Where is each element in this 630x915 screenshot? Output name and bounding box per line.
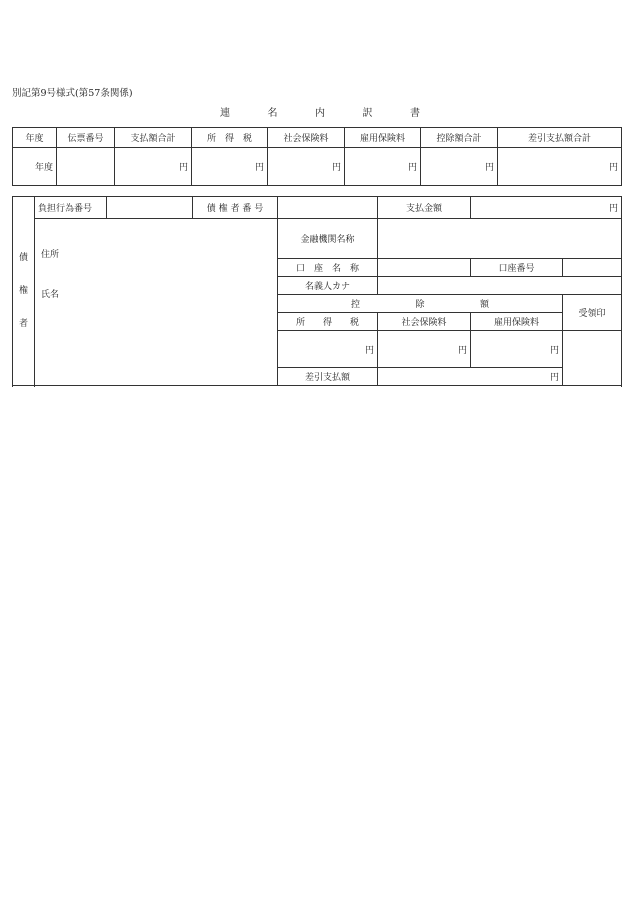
deduction-income-tax-label: 所 得 税 (278, 313, 378, 331)
deduction-social-insurance-label: 社会保険料 (378, 313, 471, 331)
form-reference: 別記第9号様式(第57条関係) (12, 88, 133, 99)
account-name-label: 口 座 名 称 (278, 259, 378, 277)
payment-amount-label: 支払金額 (378, 197, 471, 219)
slip-number-field[interactable] (57, 148, 115, 186)
header-deduction-total: 控除額合計 (421, 128, 498, 148)
net-payment-label: 差引支払額 (278, 368, 378, 386)
net-payment-field[interactable]: 円 (378, 368, 563, 386)
title-char: 連 (220, 108, 230, 119)
fiscal-year-field[interactable]: 年度 (13, 148, 57, 186)
summary-header-row (13, 128, 622, 148)
name-label: 氏名 (41, 290, 60, 300)
deduction-income-tax-field[interactable]: 円 (278, 331, 378, 368)
deduction-employment-insurance-field[interactable]: 円 (471, 331, 563, 368)
header-net-payment-total: 差引支払額合計 (498, 128, 622, 148)
deduction-employment-insurance-label: 雇用保険料 (471, 313, 563, 331)
net-payment-total-field[interactable]: 円 (498, 148, 622, 186)
creditor-table (12, 196, 622, 386)
title-char: 内 (315, 108, 325, 119)
title-char: 名 (267, 108, 278, 119)
summary-value-row (13, 148, 622, 186)
header-payment-total: 支払額合計 (115, 128, 192, 148)
creditor-number-field[interactable] (278, 197, 378, 219)
title-char: 訳 (362, 108, 373, 119)
deduction-title: 控 除 額 (278, 295, 563, 313)
header-slip-number: 伝票番号 (57, 128, 115, 148)
deduction-social-insurance-field[interactable]: 円 (378, 331, 471, 368)
summary-table (12, 127, 622, 186)
burden-act-number-label: 負担行為番号 (35, 197, 107, 219)
bank-name-label: 金融機関名称 (278, 219, 378, 259)
title-char: 書 (410, 108, 420, 119)
payment-amount-field[interactable]: 円 (471, 197, 622, 219)
holder-kana-field[interactable] (378, 277, 622, 295)
burden-act-number-field[interactable] (107, 197, 193, 219)
address-name-area[interactable] (35, 219, 278, 386)
account-number-field[interactable] (563, 259, 622, 277)
receipt-seal-field[interactable] (563, 331, 622, 386)
social-insurance-field[interactable]: 円 (268, 148, 345, 186)
bank-name-field[interactable] (378, 219, 622, 259)
header-social-insurance: 社会保険料 (268, 128, 345, 148)
holder-kana-label: 名義人カナ (278, 277, 378, 295)
creditor-side-label: 債 権 者 (13, 197, 35, 386)
payment-total-field[interactable]: 円 (115, 148, 192, 186)
account-name-field[interactable] (378, 259, 471, 277)
employment-insurance-field[interactable]: 円 (345, 148, 421, 186)
document-title (220, 104, 420, 119)
creditor-number-label: 債 権 者 番 号 (193, 197, 278, 219)
receipt-seal-label: 受領印 (563, 295, 622, 331)
bank-row (13, 219, 622, 259)
income-tax-field[interactable]: 円 (192, 148, 268, 186)
header-employment-insurance: 雇用保険料 (345, 128, 421, 148)
creditor-top-row (13, 197, 622, 219)
address-label: 住所 (41, 250, 60, 260)
header-fiscal-year: 年度 (13, 128, 57, 148)
account-number-label: 口座番号 (471, 259, 563, 277)
deduction-total-field[interactable]: 円 (421, 148, 498, 186)
header-income-tax: 所 得 税 (192, 128, 268, 148)
